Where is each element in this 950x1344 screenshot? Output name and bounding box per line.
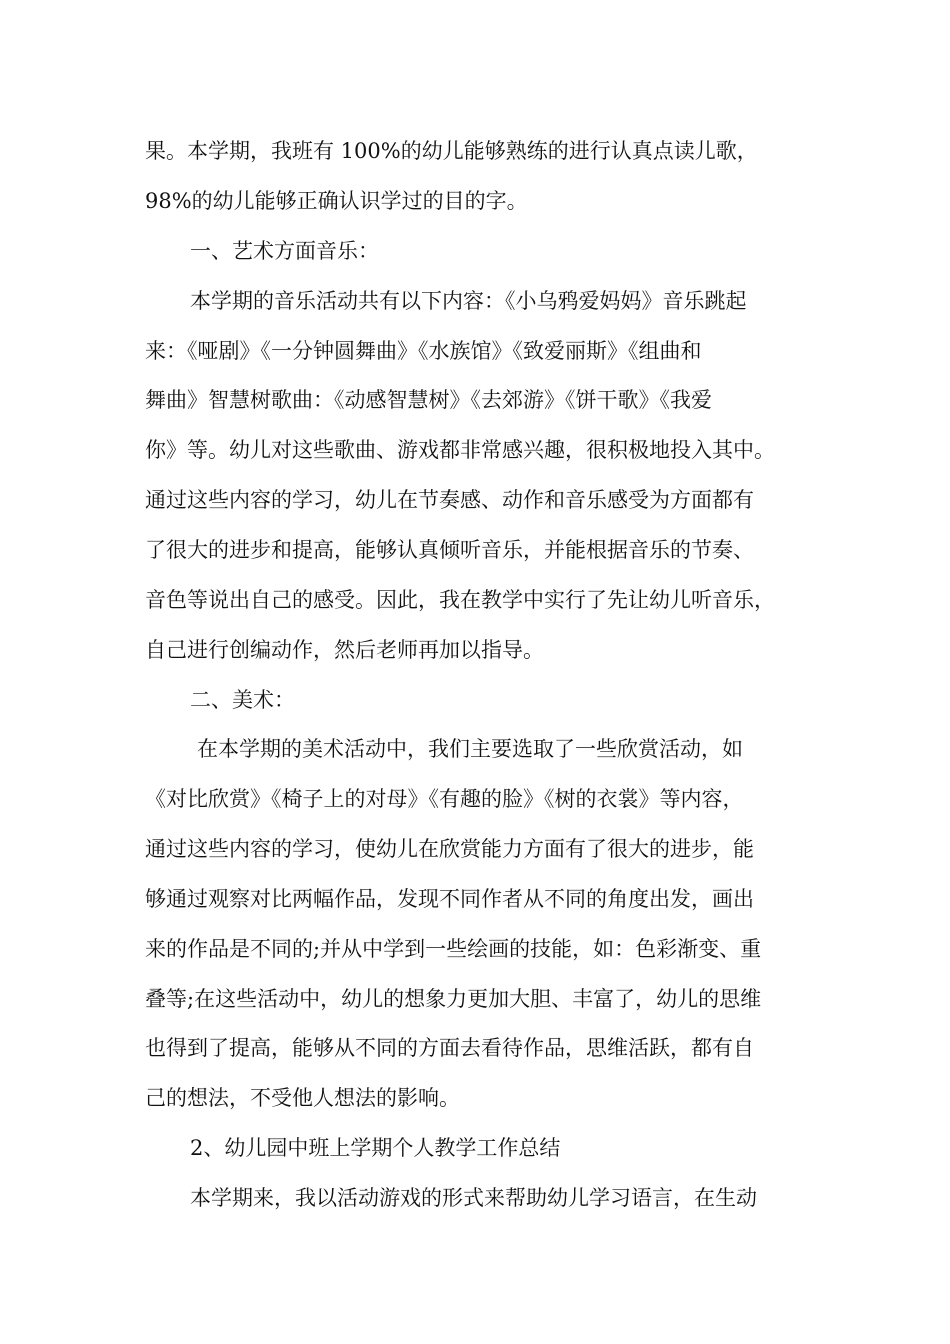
text-line: 果。本学期，我班有 100%的幼儿能够熟练的进行认真点读儿歌， <box>145 139 758 163</box>
text-line: 够通过观察对比两幅作品，发现不同作者从不同的角度出发，画出 <box>145 887 754 911</box>
text-line: 音色等说出自己的感受。因此，我在教学中实行了先让幼儿听音乐， <box>145 588 775 612</box>
text-line: 在本学期的美术活动中，我们主要选取了一些欣赏活动，如 <box>197 737 743 761</box>
text-line: 叠等;在这些活动中，幼儿的想象力更加大胆、丰富了，幼儿的思维 <box>145 987 762 1011</box>
text-line: 自己进行创编动作，然后老师再加以指导。 <box>145 638 544 662</box>
text-line: 98%的幼儿能够正确认识学过的目的字。 <box>145 189 528 213</box>
text-line: 来的作品是不同的;并从中学到一些绘画的技能，如：色彩渐变、重 <box>145 937 762 961</box>
section-heading-summary: 2、幼儿园中班上学期个人教学工作总结 <box>190 1136 561 1160</box>
text-line: 通过这些内容的学习，使幼儿在欣赏能力方面有了很大的进步，能 <box>145 837 754 861</box>
text-line: 己的想法，不受他人想法的影响。 <box>145 1086 460 1110</box>
text-line: 本学期来，我以活动游戏的形式来帮助幼儿学习语言，在生动 <box>190 1186 757 1210</box>
text-line: 了很大的进步和提高，能够认真倾听音乐，并能根据音乐的节奏、 <box>145 538 754 562</box>
text-line: 《对比欣赏》《椅子上的对母》《有趣的脸》《树的衣裳》等内容， <box>145 787 744 811</box>
text-line: 通过这些内容的学习，幼儿在节奏感、动作和音乐感受为方面都有 <box>145 488 754 512</box>
section-heading-music: 一、艺术方面音乐： <box>190 239 379 263</box>
text-line: 你》等。幼儿对这些歌曲、游戏都非常感兴趣，很积极地投入其中。 <box>145 438 775 462</box>
text-line: 也得到了提高，能够从不同的方面去看待作品，思维活跃，都有自 <box>145 1036 754 1060</box>
text-line: 舞曲》智慧树歌曲：《动感智慧树》《去郊游》《饼干歌》《我爱 <box>145 388 712 412</box>
text-line: 来：《哑剧》《一分钟圆舞曲》《水族馆》《致爱丽斯》《组曲和 <box>145 339 702 363</box>
text-line: 本学期的音乐活动共有以下内容：《小乌鸦爱妈妈》音乐跳起 <box>190 289 747 313</box>
section-heading-art: 二、美术： <box>190 688 295 712</box>
